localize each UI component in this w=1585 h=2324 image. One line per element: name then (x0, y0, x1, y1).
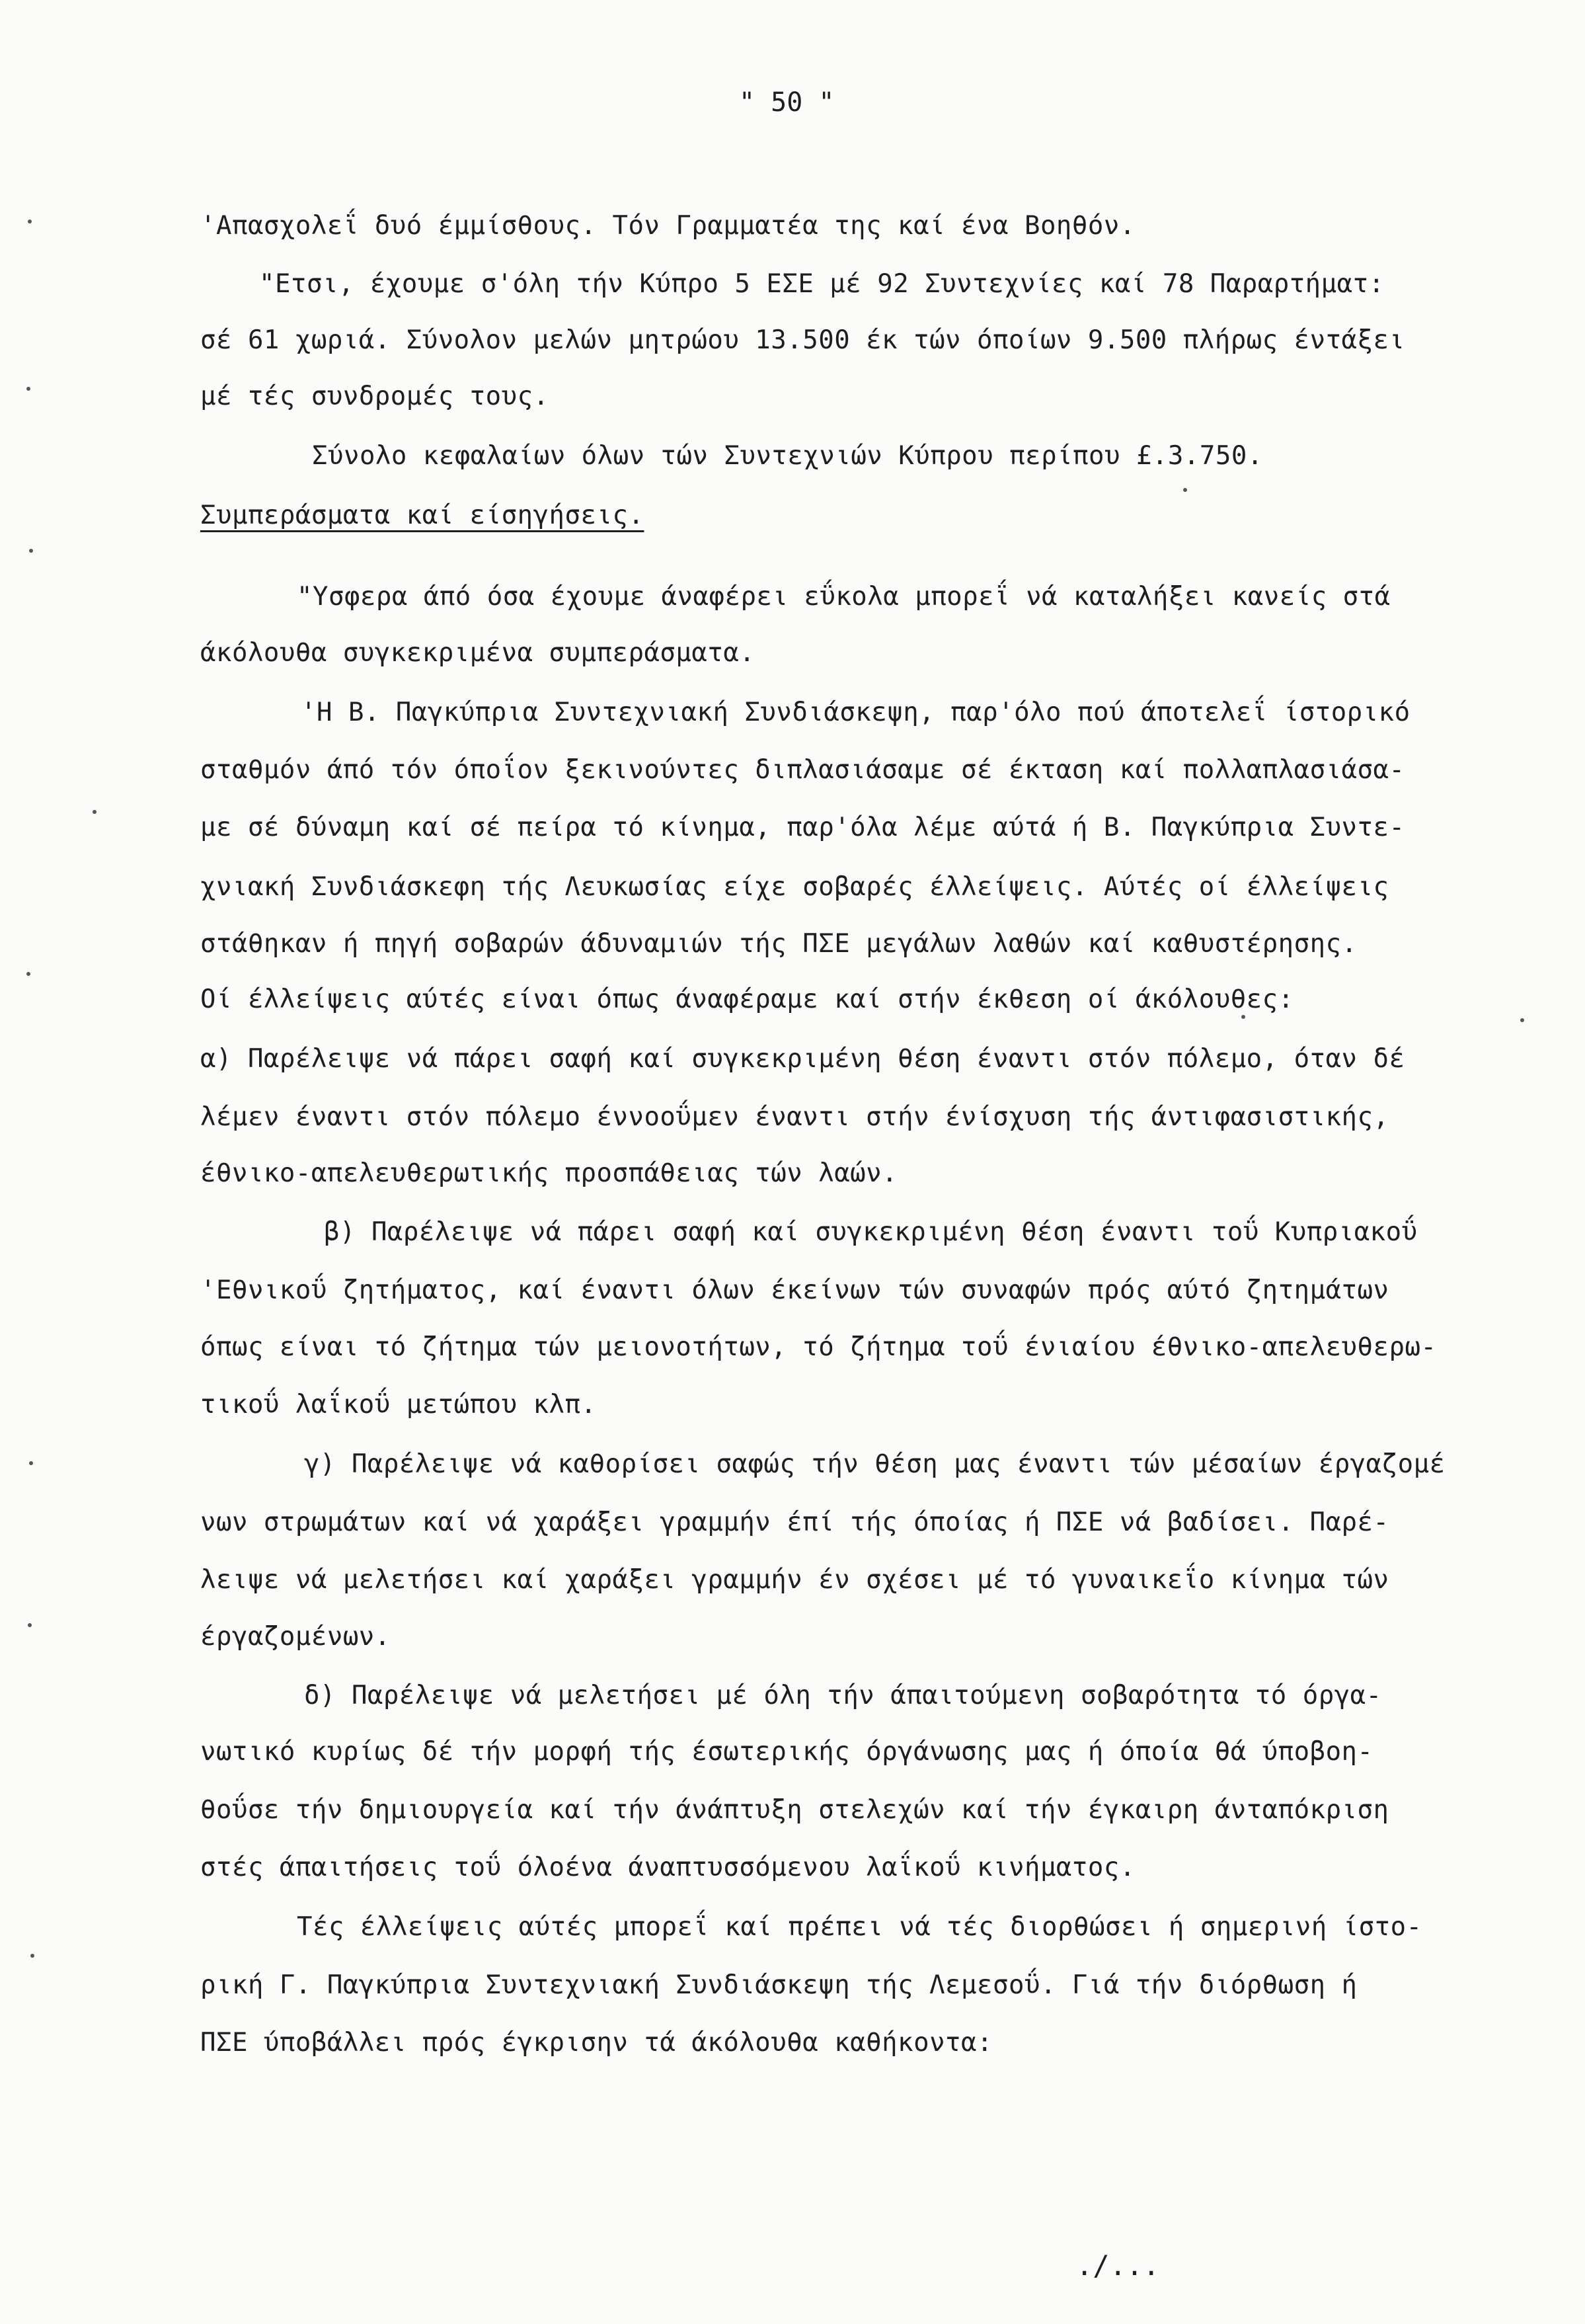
text-line-2: "Ετσι, έχουμε σ'όλη τήν Κύπρο 5 ΕΣΕ μέ 92 Συντεχνίες καί 78 Παραρτήματ: (259, 269, 1385, 299)
scan-speck (28, 1623, 32, 1627)
text-line-11: με σέ δύναμη καί σέ πείρα τό κίνημα, παρ'όλα λέμε αύτά ή Β. Παγκύπρια Συντε- (200, 813, 1405, 842)
section-heading: Συμπεράσματα καί είσηγήσεις. (200, 501, 644, 530)
scan-speck (1183, 488, 1187, 492)
text-line-20: όπως είναι τό ζήτημα τών μειονοτήτων, τό ζήτημα τοΰ ένιαίου έθνικο-απελευθερω- (200, 1332, 1437, 1362)
text-line-30: Τές έλλείψεις αύτές μπορεΐ καί πρέπει νά τές διορθώσει ή σημερινή ίστο- (297, 1912, 1422, 1942)
text-line-22: γ) Παρέλειψε νά καθορίσει σαφώς τήν θέση μας έναντι τών μέσαίων έργαζομέ (304, 1449, 1446, 1479)
text-line-19: 'Εθνικοΰ ζητήματος, καί έναντι όλων έκείνων τών συναφών πρός αύτό ζητημάτων (200, 1275, 1389, 1305)
text-line-25: έργαζομένων. (200, 1622, 391, 1652)
scan-speck (26, 972, 30, 976)
scan-speck (93, 810, 97, 814)
scan-speck (26, 387, 30, 391)
text-line-3: σέ 61 χωριά. Σύνολον μελών μητρώου 13.500 έκ τών όποίων 9.500 πλήρως έντάξει (200, 325, 1405, 355)
text-line-13: στάθηκαν ή πηγή σοβαρών άδυναμιών τής ΠΣΕ μεγάλων λαθών καί καθυστέρησης. (200, 929, 1358, 959)
page-number: " 50 " (739, 87, 835, 118)
text-line-28: θοΰσε τήν δημιουργεία καί τήν άνάπτυξη στελεχών καί τήν έγκαιρη άνταπόκριση (200, 1795, 1389, 1825)
text-line-17: έθνικο-απελευθερωτικής προσπάθειας τών λαών. (200, 1158, 898, 1188)
text-line-4: μέ τές συνδρομές τους. (200, 381, 549, 411)
text-line-14: Οί έλλείψεις αύτές είναι όπως άναφέραμε καί στήν έκθεση οί άκόλουθες: (200, 984, 1294, 1014)
text-line-7: "Υσφερα άπό όσα έχουμε άναφέρει εΰκολα μπορεΐ νά καταλήξει κανείς στά (297, 582, 1391, 612)
continuation-mark: ./... (1076, 2249, 1160, 2282)
text-line-12: χνιακή Συνδιάσκεφη τής Λευκωσίας είχε σοβαρές έλλείψεις. Αύτές οί έλλείψεις (200, 872, 1389, 902)
text-line-29: στές άπαιτήσεις τοΰ όλοένα άναπτυσσόμενου λαΐκοΰ κινήματος. (200, 1853, 1136, 1882)
text-line-18: β) Παρέλειψε νά πάρει σαφή καί συγκεκριμένη θέση έναντι τοΰ Κυπριακοΰ (324, 1217, 1418, 1247)
text-line-1: 'Απασχολεΐ δυό έμμίσθους. Τόν Γραμματέα της καί ένα Βοηθόν. (200, 211, 1136, 241)
scan-speck (30, 1954, 34, 1958)
text-line-27: νωτικό κυρίως δέ τήν μορφή τής έσωτερικής όργάνωσης μας ή όποία θά ύποβοη- (200, 1737, 1373, 1767)
text-line-23: νων στρωμάτων καί νά χαράξει γραμμήν έπί τής όποίας ή ΠΣΕ νά βαδίσει. Παρέ- (200, 1507, 1389, 1537)
text-line-5: Σύνολο κεφαλαίων όλων τών Συντεχνιών Κύπρου περίπου £.3.750. (312, 441, 1263, 471)
text-line-16: λέμεν έναντι στόν πόλεμο έννοοΰμεν έναντι στήν ένίσχυση τής άντιφασιστικής, (200, 1102, 1389, 1132)
scan-speck (29, 549, 33, 553)
text-line-31: ρική Γ. Παγκύπρια Συντεχνιακή Συνδιάσκεψη τής Λεμεσοΰ. Γιά τήν διόρθωση ή (200, 1970, 1358, 2000)
scan-speck (29, 1461, 33, 1465)
scan-speck (28, 220, 32, 223)
text-line-24: λειψε νά μελετήσει καί χαράξει γραμμήν έν σχέσει μέ τό γυναικεΐο κίνημα τών (200, 1565, 1389, 1595)
text-line-10: σταθμόν άπό τόν όποΐον ξεκινούντες διπλασιάσαμε σέ έκταση καί πολλαπλασιάσα- (200, 755, 1405, 785)
scan-speck (1520, 1018, 1524, 1022)
scan-speck (1241, 1015, 1245, 1019)
text-line-32: ΠΣΕ ύποβάλλει πρός έγκρισην τά άκόλουθα καθήκοντα: (200, 2028, 993, 2058)
text-line-8: άκόλουθα συγκεκριμένα συμπεράσματα. (200, 638, 755, 668)
text-line-9: 'Η Β. Παγκύπρια Συντεχνιακή Συνδιάσκεψη, παρ'όλο πού άποτελεΐ ίστορικό (301, 698, 1411, 727)
text-line-26: δ) Παρέλειψε νά μελετήσει μέ όλη τήν άπαιτούμενη σοβαρότητα τό όργα- (304, 1681, 1382, 1710)
text-line-15: α) Παρέλειψε νά πάρει σαφή καί συγκεκριμένη θέση έναντι στόν πόλεμο, όταν δέ (200, 1044, 1405, 1074)
text-line-21: τικοΰ λαΐκοΰ μετώπου κλπ. (200, 1390, 597, 1420)
